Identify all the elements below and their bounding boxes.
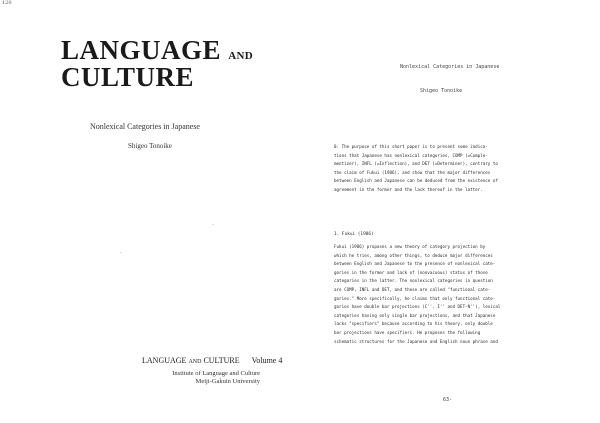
series-line (142, 356, 282, 365)
text-line: categories having only single bar projections, and that Japanese (334, 312, 496, 318)
title-language: LANGUAGE (61, 35, 222, 65)
paper-subtitle: Nonlexical Categories in Japanese (90, 122, 200, 131)
intro-paragraph (334, 143, 586, 195)
text-line: are COMP, INFL and DET, and these are called "functional cate- (334, 286, 491, 292)
text-line: Fukui (1986) proposes a new theory of category projection by (334, 244, 486, 249)
corner-mark: 120 (2, 0, 12, 6)
text-line: 0. The purpose of this short paper is to present some indica- (334, 144, 488, 149)
series-and: AND (188, 359, 202, 365)
text-line: the claim of Fukui (1986), and show that the major differences (334, 169, 491, 175)
series-language: LANGUAGE (142, 356, 187, 365)
text-line: between English and Japanese to the presence of nonlexical cate- (334, 261, 496, 267)
text-line: tions that Japanese has nonlexical categories, COMP (=Comple- (334, 152, 488, 158)
text-line: which he tries, among other things, to deduce major differences (334, 252, 493, 258)
series-culture: CULTURE (203, 356, 240, 365)
speck: · (212, 222, 214, 229)
title-and: AND (228, 50, 253, 62)
text-line: gories." More specifically, he claims that only functional cate- (334, 295, 496, 301)
book-title-line2: CULTURE (61, 62, 195, 92)
right-author: Shigeo Tonoike (420, 88, 463, 94)
text-line: lacks "specifiers" because according to his theory, only double (334, 321, 493, 327)
text-line: mentizer), INFL (=Inflection), and DET (=Determiner), contrary to (334, 161, 498, 167)
running-title: Nonlexical Categories in Japanese (400, 64, 500, 70)
text-line: between English and Japanese can be deduced from the existence of (334, 178, 498, 184)
book-title-line1 (61, 37, 253, 64)
text-line: agreement in the former and the lack thereof in the latter. (334, 186, 483, 192)
text-line: categories in the latter. The nonlexical categories in question (334, 278, 493, 284)
text-line: gories have double bar projections (C'', I'' and DET-N''), lexical (334, 304, 501, 310)
text-line: gories in the former and lack of (nonvacuous) status of those (334, 269, 488, 275)
series-volume: Volume 4 (251, 356, 283, 365)
text-line: schematic structures for the Japanese and English noun phrase and (334, 338, 498, 344)
author-name: Shigeo Tonoike (128, 142, 172, 150)
section-paragraph (334, 243, 586, 346)
speck: · (120, 250, 122, 257)
right-page (300, 0, 600, 423)
page-number: 63- (443, 397, 453, 403)
institute-line: Institute of Language and Culture (172, 370, 260, 377)
text-line: bar projections have specifiers. He proposes the following (334, 329, 481, 335)
university-line: Meiji-Gakuin University (195, 378, 260, 385)
section-heading: 1. Fukui (1986) (334, 232, 374, 237)
